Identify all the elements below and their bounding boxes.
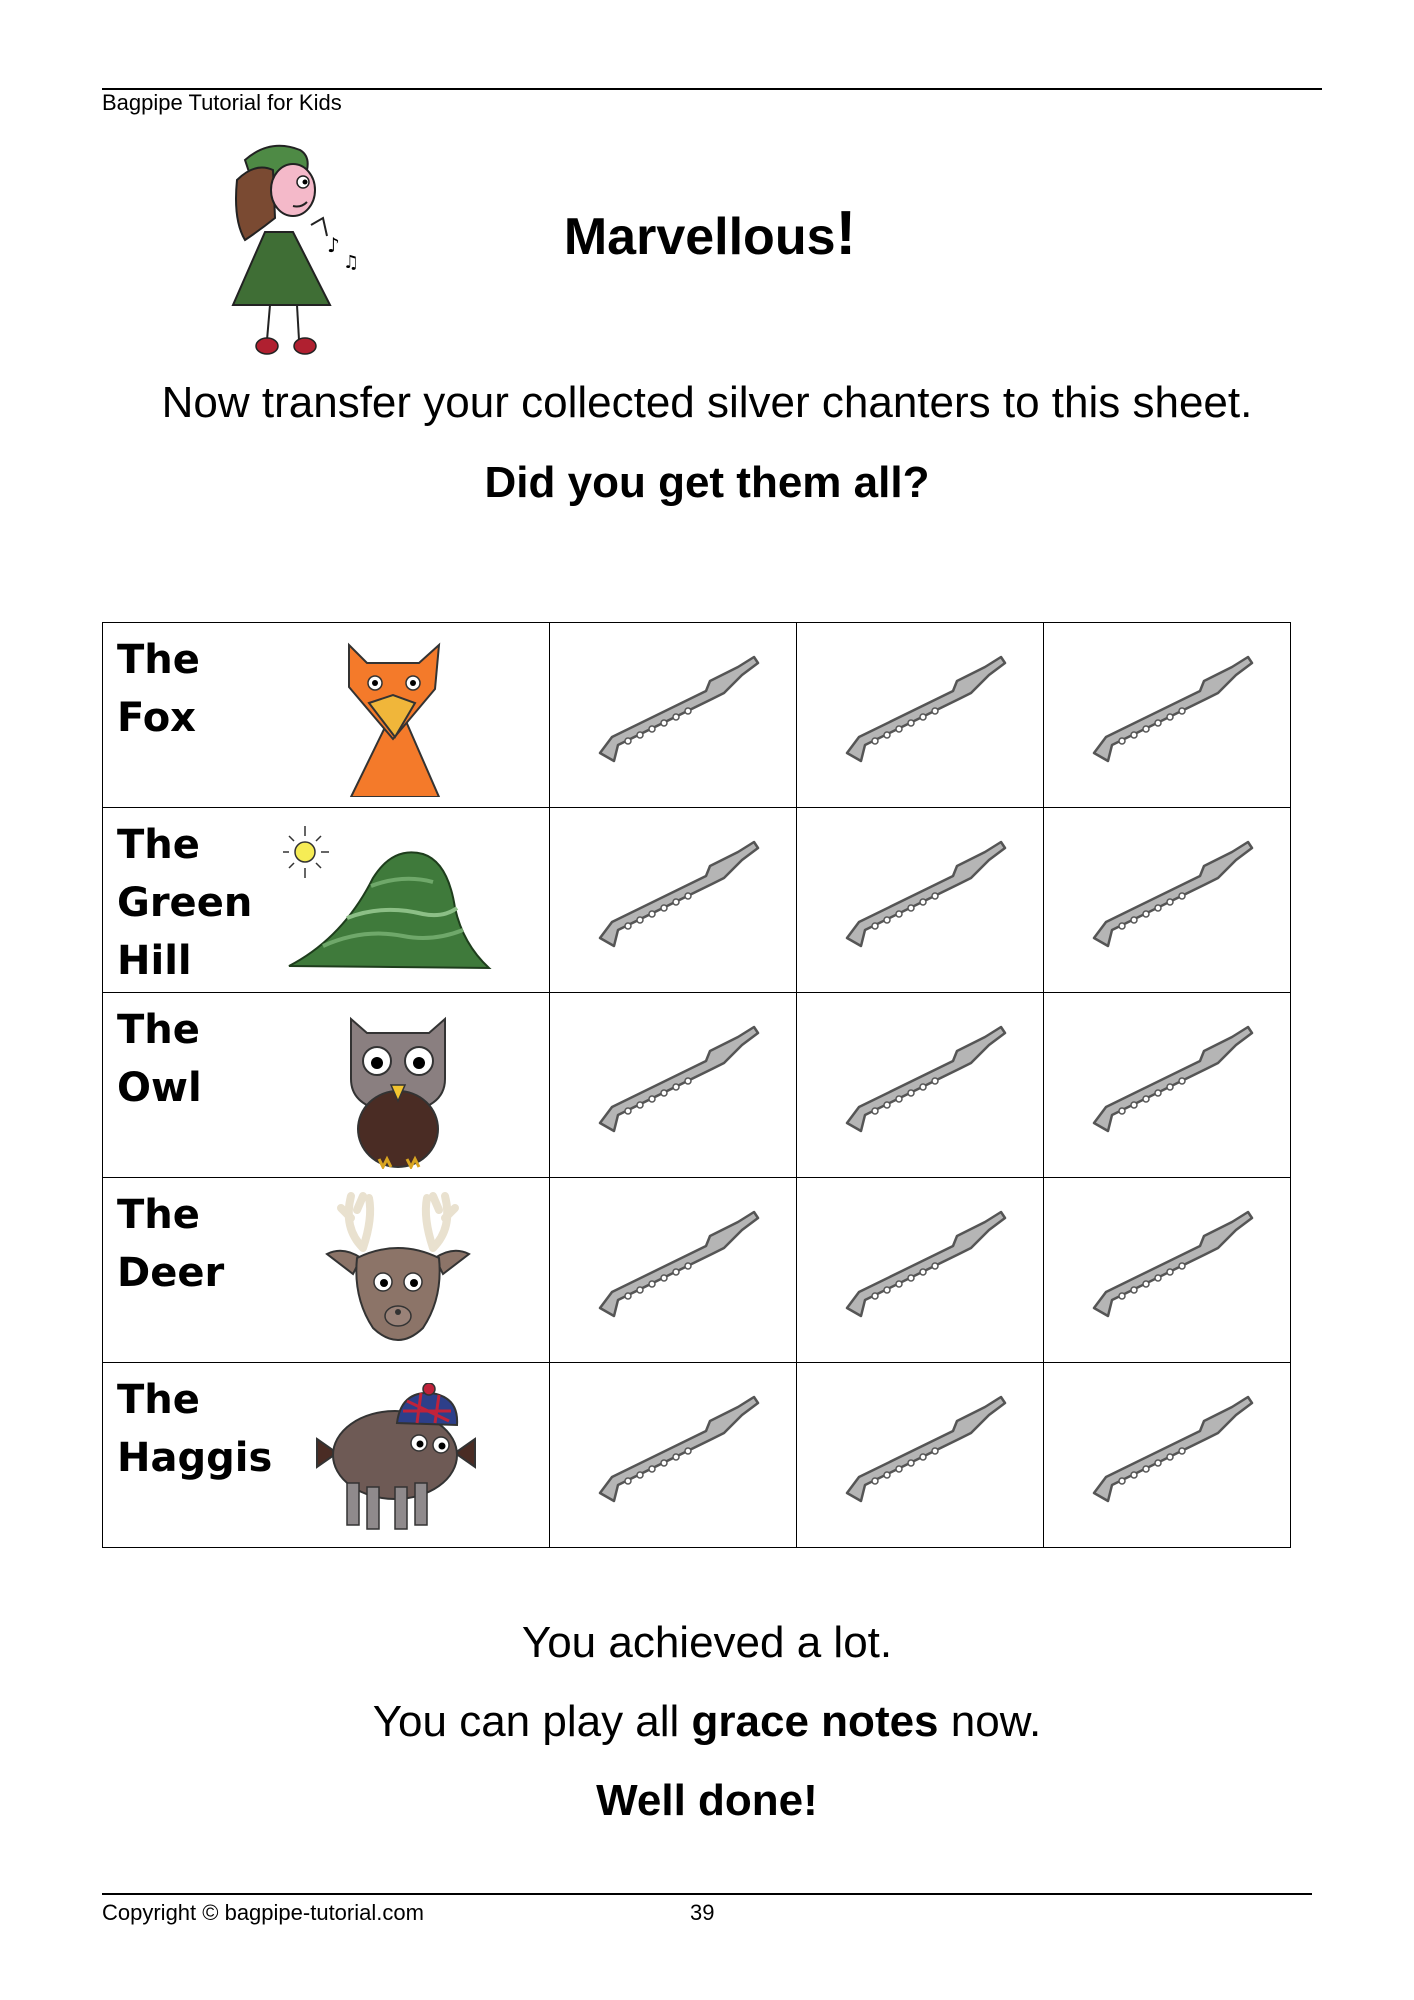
closing-line-2: You can play all grace notes now.: [372, 1697, 1042, 1746]
header-rule: [102, 88, 1322, 90]
silver-chanter-icon: [839, 653, 1009, 773]
silver-chanter-icon: [592, 838, 762, 958]
silver-chanter-icon: [839, 1393, 1009, 1513]
silver-chanter-icon: [1086, 1023, 1256, 1143]
chanter-slot: [550, 1178, 797, 1363]
piper-girl-icon: [215, 140, 365, 370]
chanter-slot: [1044, 808, 1291, 993]
chanter-slot: [797, 1363, 1044, 1548]
silver-chanter-icon: [592, 1023, 762, 1143]
page-title: Marvellous!: [563, 199, 857, 268]
chanter-slot: [1044, 1178, 1291, 1363]
silver-chanter-icon: [1086, 1208, 1256, 1328]
silver-chanter-icon: [839, 1023, 1009, 1143]
table-row: [103, 993, 1291, 1178]
green-hill-icon: [283, 818, 493, 978]
footer-copyright: Copyright © bagpipe-tutorial.com: [102, 1900, 424, 1925]
row-label-cell: [103, 993, 550, 1178]
silver-chanter-icon: [592, 1208, 762, 1328]
row-name: The Haggis: [117, 1377, 273, 1481]
silver-chanter-icon: [1086, 838, 1256, 958]
row-label-cell: [103, 1363, 550, 1548]
silver-chanter-icon: [592, 653, 762, 773]
silver-chanter-icon: [1086, 653, 1256, 773]
haggis-icon: [311, 1383, 481, 1539]
silver-chanter-icon: [592, 1393, 762, 1513]
silver-chanter-icon: [839, 838, 1009, 958]
table-row: [103, 623, 1291, 808]
chanter-slot: [797, 1178, 1044, 1363]
instruction-text: Now transfer your collected silver chanters to this sheet.: [161, 378, 1253, 427]
closing-line-1: You achieved a lot.: [521, 1618, 893, 1667]
chanter-slot: [550, 623, 797, 808]
row-label-cell: [103, 623, 550, 808]
silver-chanter-icon: [839, 1208, 1009, 1328]
table-row: [103, 1178, 1291, 1363]
row-label-cell: [103, 808, 550, 993]
table-row: [103, 1363, 1291, 1548]
svg-text:♪: ♪: [327, 233, 340, 257]
deer-icon: [323, 1188, 473, 1354]
footer-rule: [102, 1893, 1312, 1895]
chanter-slot: [797, 623, 1044, 808]
page-number: 39: [690, 1900, 715, 1925]
owl-icon: [333, 1009, 463, 1169]
silver-chanter-icon: [1086, 1393, 1256, 1513]
header-title: Bagpipe Tutorial for Kids: [102, 90, 342, 115]
row-name: The Owl: [117, 1007, 202, 1111]
chanter-slot: [797, 808, 1044, 993]
row-name: The Fox: [117, 637, 200, 741]
chanter-slot: [550, 808, 797, 993]
fox-icon: [335, 637, 455, 797]
chanter-slot: [550, 993, 797, 1178]
row-name: The Deer: [117, 1192, 225, 1296]
chanter-slot: [550, 1363, 797, 1548]
chanter-slot: [1044, 1363, 1291, 1548]
table-row: [103, 808, 1291, 993]
row-label-cell: [103, 1178, 550, 1363]
svg-text:♫: ♫: [343, 252, 360, 273]
row-name: The Green Hill: [117, 822, 253, 984]
chanter-slot: [1044, 993, 1291, 1178]
question-text: Did you get them all?: [484, 458, 930, 507]
chanter-slot: [1044, 623, 1291, 808]
closing-line-3: Well done!: [596, 1776, 818, 1825]
chanter-slot: [797, 993, 1044, 1178]
chanter-collection-table: [102, 622, 1291, 1548]
